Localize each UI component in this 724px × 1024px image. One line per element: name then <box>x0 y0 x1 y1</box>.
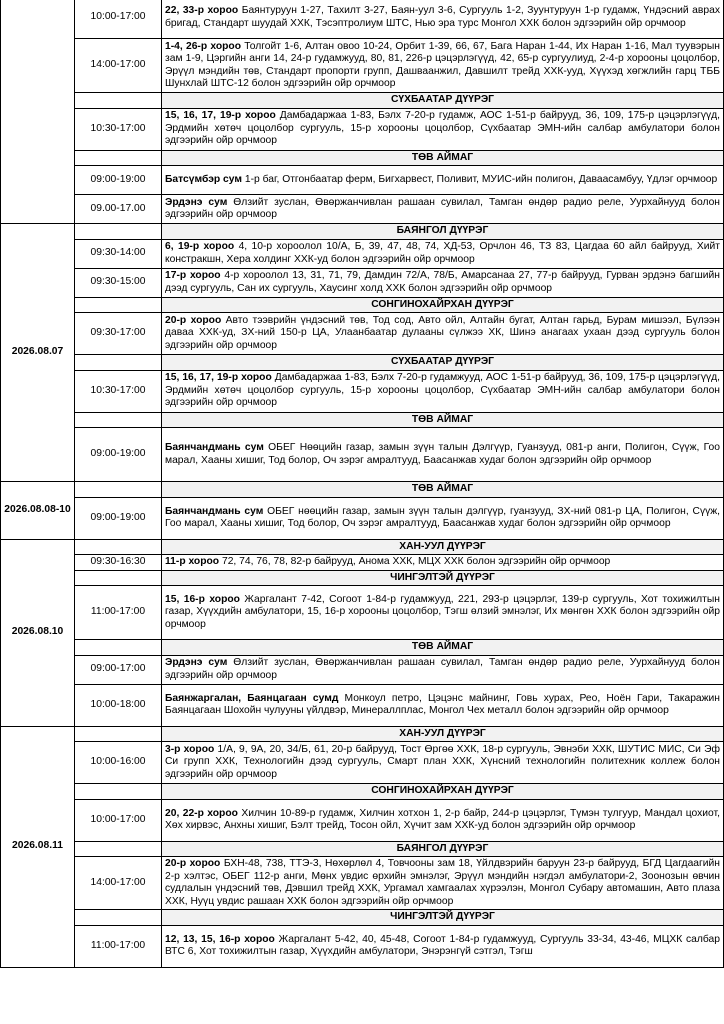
time-cell: 09:00-19:00 <box>75 497 162 539</box>
district-header-row <box>1 224 724 240</box>
area-text: Баянтуруун 1-27, Тахилт 3-27, Баян-уул 3-6, Сургууль 1-2, Зуунтуруун 1-р гудамж, Үндэсний аврах бригад, Стандарт шуудай ХХК, Тэсэптролиум ШТС, Нью эра турс Монгол ХХК болон эдгээрийн ойр орчмоор <box>165 5 720 29</box>
schedule-row <box>1 799 724 841</box>
time-cell: 14:00-17:00 <box>75 39 162 93</box>
district-name: ТӨВ АЙМАГ <box>162 150 724 166</box>
time-cell: 10:00-16:00 <box>75 742 162 784</box>
area-text: 4, 10-р хороолол 10/А, Б, 39, 47, 48, 74, ХД-53, Орчлон 46, ТЗ 83, Цагдаа 60 айл байрууд, Хийт констракшн, Хера холдинг ХХК-уд болон эдгээрийн ойр орчмоор <box>165 241 720 265</box>
area-head: Баянчандмань сум <box>165 505 264 517</box>
area-head: 11-р хороо <box>165 556 220 567</box>
schedule-row <box>1 166 724 195</box>
time-cell-empty <box>75 93 162 109</box>
area-text: 1/А, 9, 9А, 20, 34/Б, 61, 20-р байрууд, Тост Өргөө ХХК, 18-р сургууль, Эвнэби ХХК, ШУТИС МИС, Си Эф Си групп ХХК, Технологийн дээд сургууль, Смарт план ХХК, Хүнсний технологийн политехник коллеж болон эдгээрийн ойр орчмоор <box>165 743 720 780</box>
area-description <box>162 166 724 195</box>
schedule-row <box>1 925 724 967</box>
area-head: 15, 16, 17, 19-р хороо <box>165 110 276 122</box>
date-cell: 2026.08.08-10 <box>1 482 75 540</box>
district-name: ТӨВ АЙМАГ <box>162 640 724 656</box>
area-head: Баянжаргалан, Баянцагаан сумд <box>165 692 339 704</box>
time-cell: 09:00-19:00 <box>75 428 162 482</box>
time-cell-empty <box>75 726 162 742</box>
time-cell: 10:30-17:00 <box>75 370 162 412</box>
schedule-row <box>1 370 724 412</box>
area-head: 3-р хороо <box>165 743 215 755</box>
district-name: СОНГИНОХАЙРХАН ДҮҮРЭГ <box>162 784 724 800</box>
district-name: БАЯНГОЛ ДҮҮРЭГ <box>162 841 724 857</box>
area-text: Өлзийт зуслан, Өвөржанчивлан рашаан сувилал, Тамган өндөр радио реле, Уурхайнууд болон эдгээрийн ойр орчмоор <box>165 657 720 681</box>
area-text: 72, 74, 76, 78, 82-р байрууд, Анома ХХК, МЦХ ХХК болон эдгээрийн ойр орчмоор <box>221 556 611 567</box>
district-header-row <box>1 726 724 742</box>
time-cell-empty <box>75 841 162 857</box>
time-cell-empty <box>75 224 162 240</box>
time-cell: 09:30-16:30 <box>75 555 162 571</box>
district-name: ЧИНГЭЛТЭЙ ДҮҮРЭГ <box>162 570 724 586</box>
time-cell-empty <box>75 910 162 926</box>
time-cell: 11:00-17:00 <box>75 586 162 640</box>
time-cell: 09.00-17.00 <box>75 195 162 224</box>
area-text: Дамбадаржаа 1-83, Бэлх 7-20-р гудамжууд, АОС 1-51-р байрууд, 36, 109, 175-р цэцэрлэгүүд, Эрдмийн хөтөч цоцолбор сургууль, 15-р хорооны цоцолбор, Сүхбаатар ЭМН-ийн салбар амбулатори болон эдгээрийн ойр орчмоор <box>165 372 720 409</box>
district-name: ТӨВ АЙМАГ <box>162 412 724 428</box>
time-cell: 11:00-17:00 <box>75 925 162 967</box>
area-description <box>162 742 724 784</box>
time-cell: 10:00-17:00 <box>75 799 162 841</box>
time-cell-empty <box>75 784 162 800</box>
time-cell: 09:30-17:00 <box>75 313 162 355</box>
area-description <box>162 497 724 539</box>
area-description <box>162 857 724 910</box>
time-cell-empty <box>75 150 162 166</box>
area-text: Дамбадаржаа 1-83, Бэлх 7-20-р гудамж, АОС 1-51-р байрууд, 36, 109, 175-р цэцэрлэгүүд, Эрдмийн хөтөч цоцолбор сургууль, 15-р хорооны цоцолбор, Сүхбаатар ЭМН-ийн салбар амбулатори болон эдгээрийн ойр орчмоор <box>165 110 720 147</box>
schedule-row <box>1 268 724 297</box>
district-header-row <box>1 150 724 166</box>
area-description <box>162 655 724 684</box>
date-cell: 2026.08.11 <box>1 726 75 967</box>
time-cell: 09:30-15:00 <box>75 268 162 297</box>
area-description <box>162 108 724 150</box>
area-head: 6, 19-р хороо <box>165 241 235 252</box>
schedule-row <box>1 428 724 482</box>
area-text: Монкоул петро, Цэцэнс майнинг, Говь хурах, Рео, Ноён Гари, Такаражин Баянцагаан Шохойн чулууны үйлдвэр, Минераллплас, Монгол Чех металл болон эдгээрийн ойр орчмоор <box>165 692 720 716</box>
area-text: БХН-48, 738, ТТЭ-3, Нөхөрлөл 4, Товчооны зам 18, Үйлдвэрийн баруун 23-р байрууд, БГД Цагдаагийн 2-р хэлтэс, ОБЕГ 112-р анги, Мөнх увдис өрхийн эмнэлэг, Эрүүл мэндийн нэгдэл амбулатори-2, Зоонозын өвчин судлалын үндэсний төв, Дэвшил трейд ХХК, Ургамал хамгаалах хүрээлэн, Монгол Субару автомашин, Авто плаза ХХК, Нуүц увдис рашаан ХХК болон эдгээрийн ойр орчмоор <box>165 858 720 907</box>
district-header-row <box>1 910 724 926</box>
schedule-row <box>1 684 724 726</box>
date-cell: 2026.08.10 <box>1 539 75 726</box>
schedule-row <box>1 108 724 150</box>
time-cell-empty <box>75 297 162 313</box>
area-description <box>162 0 724 39</box>
schedule-row <box>1 497 724 539</box>
district-header-row <box>1 412 724 428</box>
time-cell: 09:30-14:00 <box>75 239 162 268</box>
date-cell <box>1 0 75 224</box>
area-text: Хилчин 10-89-р гудамж, Хилчин хотхон 1, 2-р байр, 244-р цэцэрлэг, Түмэн тулгуур, Мандал цохиот, Хөх хирвэс, Анхны хишиг, Бэлт трейд, Тосон ойл, Хүчит зам ХХК-уд болон эдгээрийн ойр орчмоор <box>165 807 720 831</box>
area-head: Эрдэнэ сум <box>165 196 228 208</box>
area-description <box>162 925 724 967</box>
district-header-row <box>1 355 724 371</box>
area-description <box>162 428 724 482</box>
area-head: Баянчандмань сум <box>165 442 264 453</box>
area-text: 4-р хороолол 13, 31, 71, 79, Дамдин 72/А, 78/Б, Амарсанаа 27, 77-р байрууд, Гурван эрдэнэ багшийн дээд сургууль, Сан их сургууль, Хаусинг холд ХХК болон эдгээрийн ойр орчмоор <box>165 270 720 294</box>
district-name: БАЯНГОЛ ДҮҮРЭГ <box>162 224 724 240</box>
time-cell: 14:00-17:00 <box>75 857 162 910</box>
time-cell: 10:00-18:00 <box>75 684 162 726</box>
area-head: 22, 33-р хороо <box>165 5 239 16</box>
district-header-row <box>1 784 724 800</box>
schedule-row <box>1 555 724 571</box>
area-head: 20, 22-р хороо <box>165 807 238 819</box>
area-description <box>162 239 724 268</box>
area-description <box>162 39 724 93</box>
area-text: ОБЕГ нөөцийн газар, замын зүүн талын дэлгүүр, гуанзууд, ЗХ-ний 081-р ЦА, Полигон, Сүүж, Гоо марал, Хааны хишиг, Тод болор, Оч зэрэг амралтууд, Баасанжав худаг болон эдгээрийн ойр орчмоор <box>165 505 720 529</box>
time-cell-empty <box>75 539 162 555</box>
time-cell-empty <box>75 412 162 428</box>
area-description <box>162 268 724 297</box>
district-header-row <box>1 570 724 586</box>
district-name: СОНГИНОХАЙРХАН ДҮҮРЭГ <box>162 297 724 313</box>
schedule-row <box>1 239 724 268</box>
area-head: 15, 16-р хороо <box>165 593 240 605</box>
schedule-row <box>1 586 724 640</box>
area-text: 1-р баг, Отгонбаатар ферм, Бигхарвест, Поливит, МУИС-ийн полигон, Даваасамбуу, Үдлэг орчмоор <box>244 173 718 185</box>
district-name: ЧИНГЭЛТЭЙ ДҮҮРЭГ <box>162 910 724 926</box>
area-description <box>162 555 724 571</box>
district-header-row <box>1 539 724 555</box>
district-name: ТӨВ АЙМАГ <box>162 482 724 498</box>
area-head: Батсүмбэр сум <box>165 173 242 185</box>
area-description <box>162 370 724 412</box>
time-cell-empty <box>75 640 162 656</box>
district-header-row <box>1 640 724 656</box>
area-head: 12, 13, 15, 16-р хороо <box>165 933 275 945</box>
schedule-row <box>1 655 724 684</box>
schedule-row <box>1 39 724 93</box>
area-text: Авто тээврийн үндэсний төв, Тод сод, Авто ойл, Алтайн бугат, Алтан гарьд, Бурам мишээл, Бүлээн даваа ХХК-уд, ЗХ-ний 150-р ЦА, Улаанбаатар дулааны сүлжээ ХК, Шинэ анагаах ухаан дээд сургууль болон эдгээрийн ойр орчмоор <box>165 314 720 351</box>
district-header-row <box>1 841 724 857</box>
area-head: 20-р хороо <box>165 314 222 326</box>
district-name: СҮХБААТАР ДҮҮРЭГ <box>162 93 724 109</box>
district-header-row <box>1 482 724 498</box>
area-description <box>162 195 724 224</box>
district-header-row <box>1 93 724 109</box>
time-cell-empty <box>75 482 162 498</box>
area-description <box>162 313 724 355</box>
district-header-row <box>1 297 724 313</box>
time-cell: 10:00-17:00 <box>75 0 162 39</box>
time-cell-empty <box>75 355 162 371</box>
schedule-row <box>1 195 724 224</box>
area-text: Толгойт 1-6, Алтан овоо 10-24, Орбит 1-39, 66, 67, Бага Наран 1-44, Их Наран 1-16, Мал туувэрын зам 1-9, Цэргийн анги 14, 24-р гудамжууд, 80, 81, 226-р цэцэрлэгүүд, 42, 65-р сургуулиуд, 2-4-р хорооны цоцолбор, Эрүүл мэндийн төв, Стандарт пропорти групп, Дашваанжил, Давшилт трейд ХХК-ууд, Хүүхэд хөгжлийн гарц ТББ Шунхлай ШТС-12 болон эдгээрийн ойр орчмоор <box>165 40 720 89</box>
time-cell: 10:30-17:00 <box>75 108 162 150</box>
area-description <box>162 586 724 640</box>
district-name: ХАН-УУЛ ДҮҮРЭГ <box>162 539 724 555</box>
area-head: 17-р хороо <box>165 270 221 281</box>
time-cell: 09:00-19:00 <box>75 166 162 195</box>
time-cell: 09:00-17:00 <box>75 655 162 684</box>
area-text: Жаргалант 7-42, Согоот 1-84-р гудамжууд, 221, 293-р цэцэрлэг, 139-р сургууль, Хот тохижилтын газар, Хүүхдийн амбулатори, 15, 16-р хорооны цоцолбор, Тэгш өлзий эмнэлэг, Их мөнгөн ХХК болон эдгээрийн ойр орчмоор <box>165 593 720 630</box>
schedule-row <box>1 857 724 910</box>
schedule-row <box>1 0 724 39</box>
schedule-row <box>1 313 724 355</box>
date-cell: 2026.08.07 <box>1 224 75 482</box>
area-head: Эрдэнэ сум <box>165 657 228 668</box>
area-text: ОБЕГ Нөөцийн газар, замын зүүн талын Дэлгүүр, Гуанзууд, 081-р анги, Полигон, Сүүж, Гоо марал, Хааны хишиг, Тод болор, Оч зэрэг амралтууд, Баасанжав худаг болон эдгээрийн ойр орчмоор <box>165 442 720 466</box>
area-head: 1-4, 26-р хороо <box>165 40 241 52</box>
time-cell-empty <box>75 570 162 586</box>
district-name: ХАН-УУЛ ДҮҮРЭГ <box>162 726 724 742</box>
schedule-row <box>1 742 724 784</box>
area-head: 20-р хороо <box>165 858 221 869</box>
area-description <box>162 684 724 726</box>
district-name: СҮХБААТАР ДҮҮРЭГ <box>162 355 724 371</box>
area-text: Жаргалант 5-42, 40, 45-48, Согоот 1-84-р гудамжууд, Сургууль 33-34, 43-46, МЦХК салбар ВТС 6, Хот тохижилтын газар, Хүүхдийн амбулатори, Энэрэнгүй сэтгэл, Тэгш <box>165 933 720 957</box>
area-description <box>162 799 724 841</box>
area-head: 15, 16, 17, 19-р хороо <box>165 372 272 384</box>
area-text: Өлзийт зуслан, Өвөржанчивлан рашаан сувилал, Тамган өндөр радио реле, Уурхайнууд болон эдгээрийн ойр орчмоор <box>165 196 720 220</box>
